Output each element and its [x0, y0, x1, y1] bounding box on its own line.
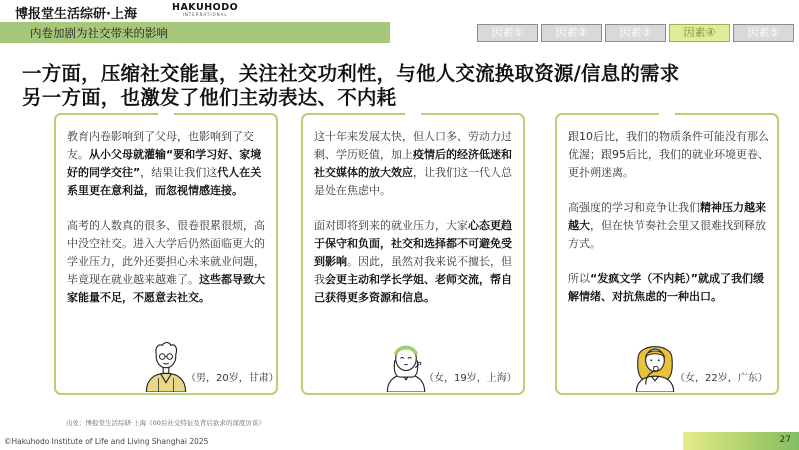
headline-line-2: 另一方面，也激发了他们主动表达、不内耗: [22, 86, 397, 109]
quote-run: 高考的人数真的很多、很卷很累很烦，高中没空社交。进入大学后仍然面临更大的学业压力，此外还要担心未来就业问题，毕竟现在就业越来越难了。: [67, 219, 265, 286]
hakuhodo-logo: [172, 2, 238, 17]
card-notch: [405, 109, 421, 121]
quote-run: 高强度的学习和竞争让我们: [568, 201, 700, 214]
quote-run: 。因此，虽然对我来说不擅长，但我: [314, 255, 512, 286]
logo-main-text: HAKUHODO: [172, 2, 239, 13]
quote-paragraph: [67, 217, 271, 307]
page-number: 27: [779, 435, 791, 445]
tab-factor-4[interactable]: 因素④: [669, 24, 730, 42]
source-note: 出处：博报堂生活综研·上海《00后社交特征及背后欲求的深度访谈》: [66, 419, 265, 427]
quote-paragraph: [568, 270, 772, 306]
quote-emphasis: 从小父母就灌输“要和学习好、家境好的同学交往”: [67, 148, 262, 179]
quote-paragraph: [568, 128, 772, 182]
quote-text: [67, 128, 271, 307]
section-title-bar: [0, 22, 390, 43]
quote-text: [314, 128, 518, 307]
quote-emphasis: 疫情后的经济低迷和社交媒体的放大效应: [314, 148, 512, 179]
quote-run: ，结果让我们这: [140, 166, 218, 179]
quote-paragraph: [67, 128, 271, 200]
quote-paragraph: [314, 128, 518, 200]
quote-run: 跟10后比，我们的物质条件可能没有那么优渥；跟95后比，我们的就业环境更卷、更扑朔迷离。: [568, 130, 769, 179]
quote-card-1: [54, 113, 278, 395]
quote-emphasis: 精神压力越来越大: [568, 201, 766, 232]
card-notch: [158, 109, 174, 121]
quote-text: [568, 128, 772, 306]
quote-run: 这十年来发展太快，但人口多、劳动力过剩、学历贬值，加上: [314, 130, 512, 161]
tab-factor-5[interactable]: 因素⑤: [733, 24, 794, 42]
quote-run: 教育内卷影响到了父母，也影响到了交友。: [67, 130, 254, 161]
brand-name: 博报堂生活综研·上海: [15, 7, 137, 22]
quote-paragraph: [568, 199, 772, 253]
tab-factor-2[interactable]: 因素②: [541, 24, 602, 42]
footer-gradient-bar: [683, 432, 799, 450]
quote-card-3: [555, 113, 779, 395]
headline-line-1: 一方面，压缩社交能量，关注社交功利性，与他人交流换取资源/信息的需求: [22, 62, 680, 85]
card-notch: [659, 109, 675, 121]
quote-emphasis: “发疯文学（不内耗）”就成了我们缓解情绪、对抗焦虑的一种出口。: [568, 272, 764, 303]
logo-sub-text: INTERNATIONAL: [182, 12, 228, 17]
quote-paragraph: [314, 217, 518, 307]
respondent-caption: （女，19岁，上海）: [424, 373, 517, 384]
section-title: 内卷加剧为社交带来的影响: [30, 26, 168, 40]
tab-factor-1[interactable]: 因素①: [477, 24, 538, 42]
quote-emphasis: 代人在关系里更在意利益，而忽视情感连接。: [67, 166, 262, 197]
quote-run: ，让我们这一代人总是处在焦虑中。: [314, 166, 512, 197]
quote-card-2: [301, 113, 525, 395]
quote-emphasis: 心态更趋于保守和负面，社交和选择都不可避免受到影响: [314, 219, 512, 268]
quote-emphasis: 会更主动和学长学姐、老师交流，帮自己获得更多资源和信息。: [314, 273, 512, 304]
quote-run: 面对即将到来的就业压力，大家: [314, 219, 468, 232]
quote-run: 所以: [568, 272, 590, 285]
quote-emphasis: 这些都导致大家能量不足，不愿意去社交。: [67, 273, 265, 304]
copyright-text: ©Hakuhodo Institute of Life and Living Shanghai 2025: [4, 437, 209, 446]
quote-run: ，但在快节奏社会里又很难找到释放方式。: [568, 219, 766, 250]
respondent-caption: （男，20岁，甘肃）: [186, 373, 279, 384]
tab-factor-3[interactable]: 因素③: [605, 24, 666, 42]
respondent-caption: （女，22岁，广东）: [675, 373, 768, 384]
